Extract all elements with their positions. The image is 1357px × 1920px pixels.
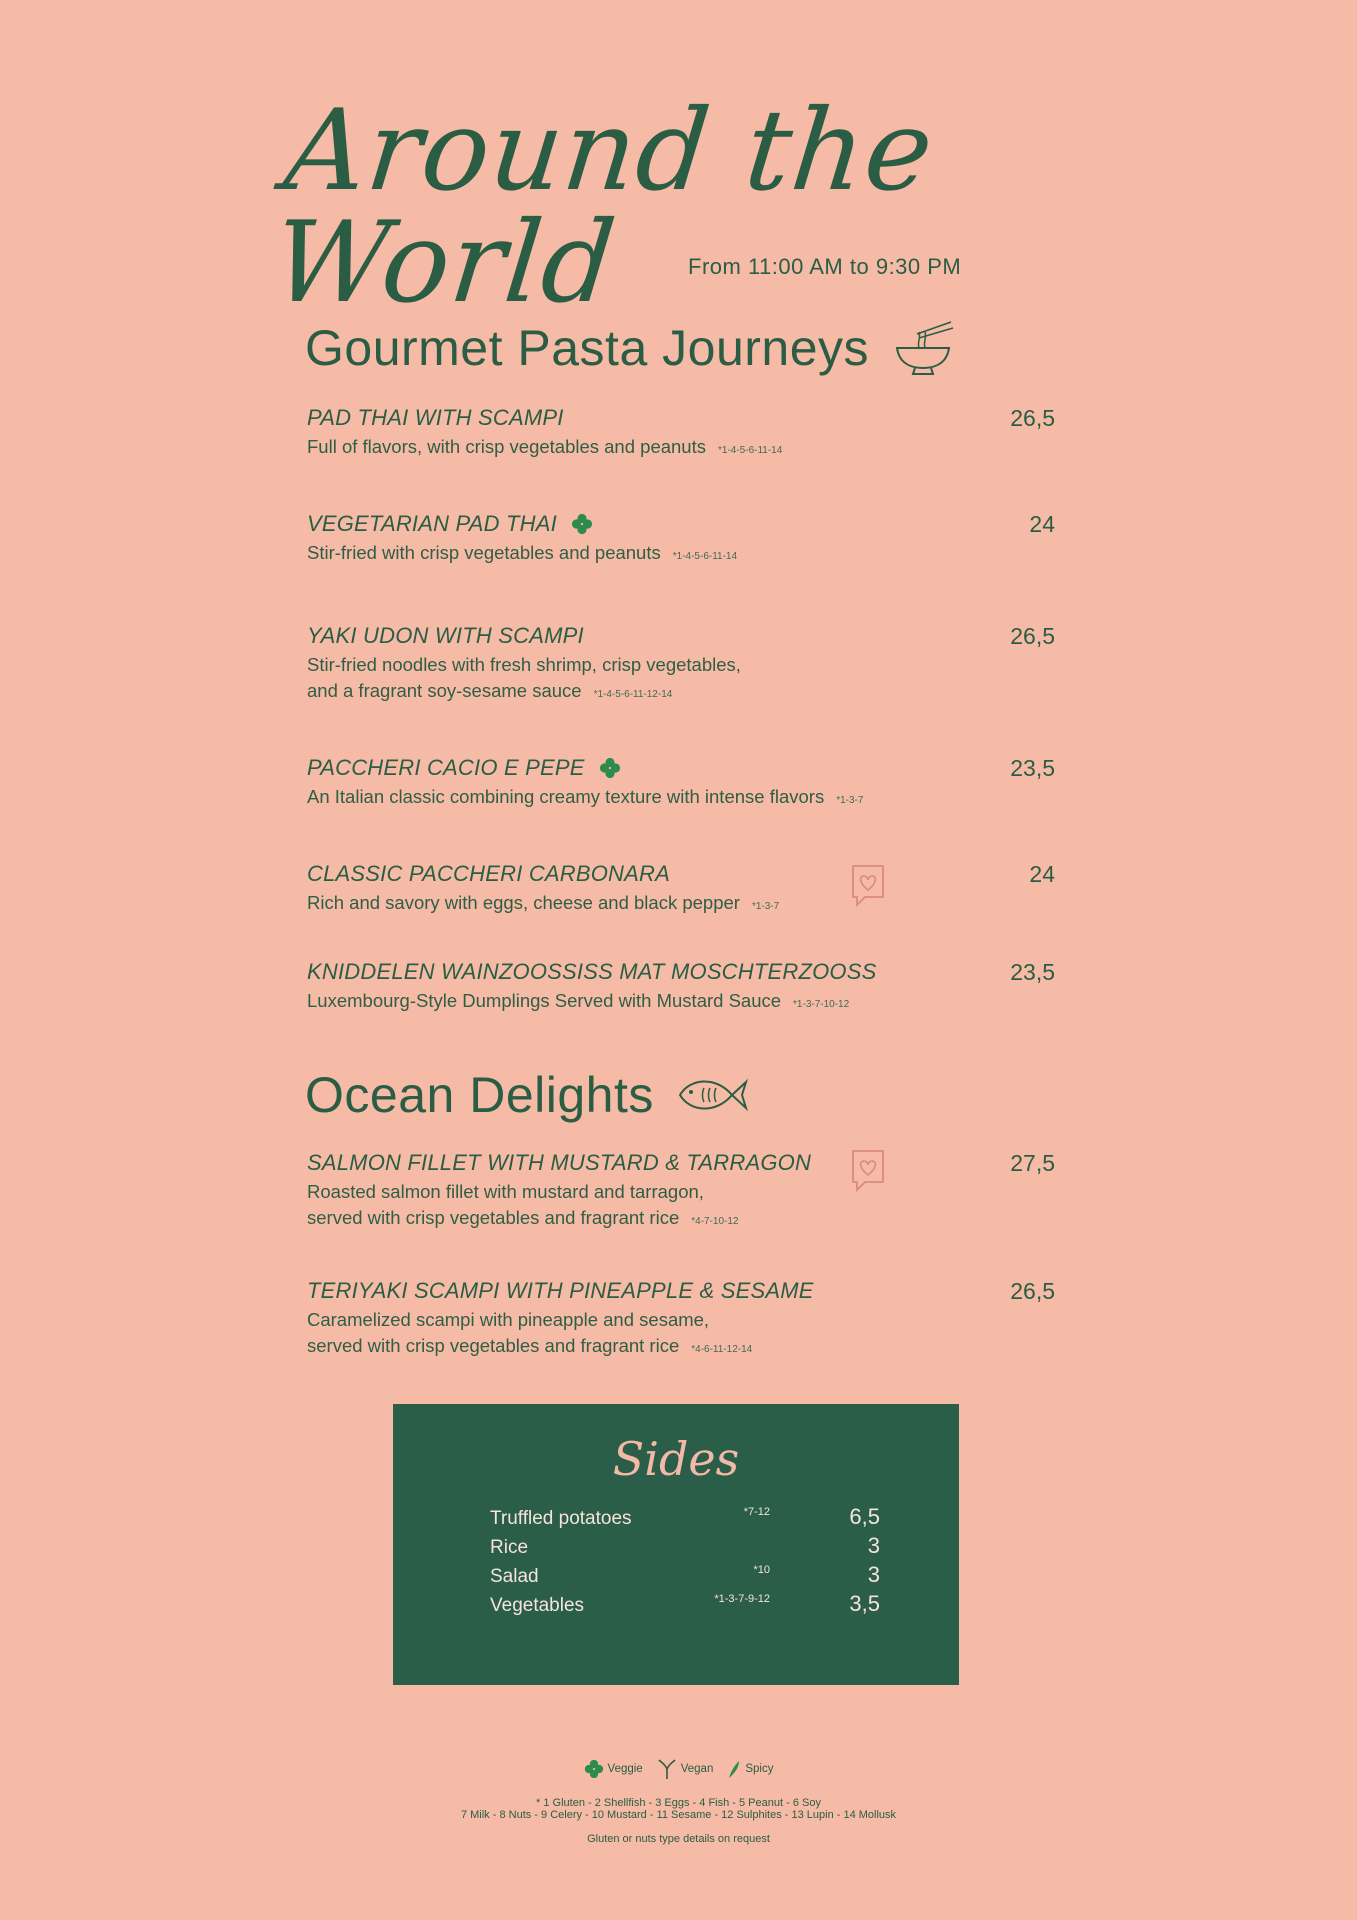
item-allergens: *4-7-10-12 (691, 1216, 739, 1227)
side-name: Truffled potatoes (490, 1508, 632, 1529)
item-price: 23,5 (1010, 959, 1055, 985)
item-allergens: *1-4-5-6-11-12-14 (593, 689, 673, 700)
menu-item (307, 861, 1055, 920)
item-price: 24 (1029, 861, 1055, 887)
side-row (490, 1562, 880, 1596)
item-name: VEGETARIAN PAD THAI (307, 511, 557, 536)
section-heading-pasta: Gourmet Pasta Journeys (305, 318, 955, 378)
allergen-key-line2: 7 Milk - 8 Nuts - 9 Celery - 10 Mustard - 11 Sesame - 12 Sulphites - 13 Lupin - 14 Mollusk (460, 1809, 897, 1821)
item-description: Rich and savory with eggs, cheese and black pepper *1-3-7 (307, 892, 780, 913)
allergen-key-line1: * 1 Gluten - 2 Shellfish - 3 Eggs - 4 Fish - 5 Peanut - 6 Soy (536, 1797, 821, 1809)
item-name: KNIDDELEN WAINZOOSSISS MAT MOSCHTERZOOSS (307, 959, 877, 984)
legend-vegan: Vegan (657, 1758, 714, 1780)
veggie-clover-icon (584, 1759, 604, 1779)
item-name: TERIYAKI SCAMPI WITH PINEAPPLE & SESAME (307, 1278, 814, 1303)
veggie-clover-icon (599, 757, 621, 779)
item-name: SALMON FILLET WITH MUSTARD & TARRAGON (307, 1150, 812, 1175)
side-allergens: *10 (753, 1564, 770, 1576)
menu-item (307, 511, 1055, 570)
side-allergens: *7-12 (743, 1506, 770, 1518)
legend-spicy: Spicy (727, 1759, 773, 1779)
item-price: 24 (1029, 511, 1055, 537)
item-name: YAKI UDON WITH SCAMPI (307, 623, 584, 648)
menu-title: Around the World (267, 86, 940, 328)
menu-item (307, 959, 1055, 1018)
section-heading-ocean: Ocean Delights (305, 1066, 748, 1124)
item-name: CLASSIC PACCHERI CARBONARA (307, 861, 670, 886)
heart-favorite-icon (849, 863, 887, 909)
item-description: Caramelized scampi with pineapple and sesame, served with crisp vegetables and fragrant rice *4-6-11-12-14 (307, 1309, 753, 1356)
sides-box (393, 1404, 959, 1685)
item-price: 23,5 (1010, 755, 1055, 781)
fish-icon (676, 1070, 748, 1120)
item-allergens: *1-4-5-6-11-14 (718, 445, 783, 456)
opening-hours: From 11:00 AM to 9:30 PM (688, 254, 962, 279)
menu-item (307, 1150, 1055, 1235)
item-description: Roasted salmon fillet with mustard and tarragon, served with crisp vegetables and fragrant rice *4-7-10-12 (307, 1181, 739, 1228)
menu-item (307, 1278, 1055, 1363)
item-description: An Italian classic combining creamy texture with intense flavors *1-3-7 (307, 786, 864, 807)
chili-pepper-icon (727, 1759, 741, 1779)
item-name: PACCHERI CACIO E PEPE (307, 755, 585, 780)
diet-legend (0, 1758, 1357, 1780)
item-name: PAD THAI WITH SCAMPI (307, 405, 564, 430)
item-allergens: *1-3-7-10-12 (793, 999, 850, 1010)
side-row (490, 1504, 880, 1538)
side-name: Rice (490, 1537, 529, 1558)
item-allergens: *1-3-7 (836, 795, 864, 806)
side-price: 3 (867, 1562, 880, 1587)
side-row (490, 1533, 880, 1567)
item-price: 26,5 (1010, 1278, 1055, 1304)
side-price: 3,5 (849, 1591, 880, 1616)
side-row (490, 1591, 880, 1625)
veggie-clover-icon (571, 513, 593, 535)
side-name: Vegetables (490, 1595, 585, 1616)
item-price: 26,5 (1010, 623, 1055, 649)
item-description: Luxembourg-Style Dumplings Served with Mustard Sauce *1-3-7-10-12 (307, 990, 850, 1011)
vegan-sprout-icon (657, 1758, 677, 1780)
side-allergens: *1-3-7-9-12 (714, 1593, 770, 1605)
menu-item (307, 755, 1055, 814)
item-allergens: *4-6-11-12-14 (691, 1344, 753, 1355)
item-allergens: *1-3-7 (751, 901, 780, 912)
item-price: 26,5 (1010, 405, 1055, 431)
item-allergens: *1-4-5-6-11-14 (672, 551, 738, 562)
side-price: 3 (867, 1533, 880, 1558)
item-price: 27,5 (1010, 1150, 1055, 1176)
gluten-note: Gluten or nuts type details on request (587, 1833, 770, 1845)
item-description: Stir-fried with crisp vegetables and peanuts *1-4-5-6-11-14 (307, 542, 738, 563)
menu-item (307, 405, 1055, 464)
heart-favorite-icon (849, 1148, 887, 1194)
item-description: Stir-fried noodles with fresh shrimp, crisp vegetables, and a fragrant soy-sesame sauce *1-4-5-6-11-12-14 (307, 654, 741, 701)
side-price: 6,5 (849, 1504, 880, 1529)
sides-title: Sides (612, 1432, 740, 1486)
menu-item (307, 623, 1055, 708)
side-name: Salad (490, 1566, 539, 1587)
legend-veggie: Veggie (584, 1759, 643, 1779)
noodle-bowl-icon (891, 318, 955, 378)
item-description: Full of flavors, with crisp vegetables and peanuts *1-4-5-6-11-14 (307, 436, 783, 457)
